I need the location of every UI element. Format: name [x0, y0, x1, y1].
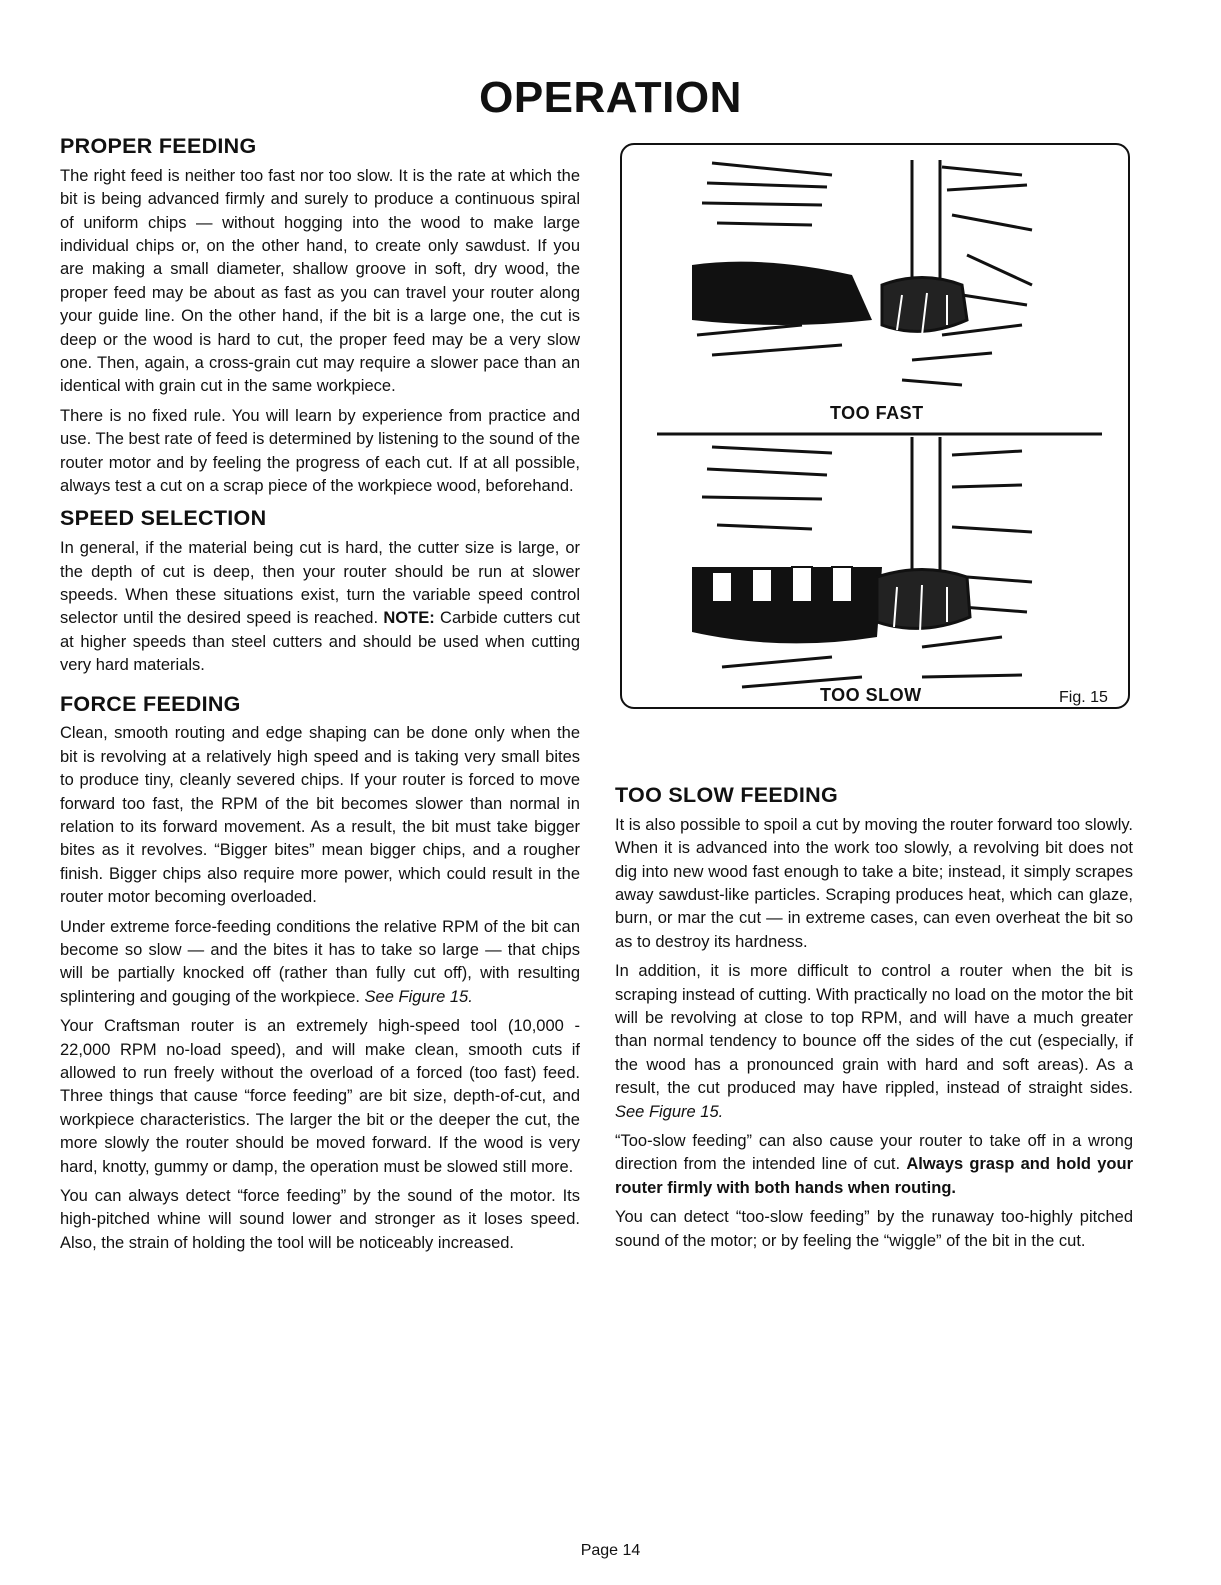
too-slow-paragraph-2	[615, 960, 1133, 1124]
too-slow-diagram	[692, 437, 1032, 687]
too-slow-text-b: “Too-slow feeding” can also cause your router to take off in a wrong direction from the intended line of cut.	[615, 1132, 1133, 1174]
force-feeding-paragraph-2	[60, 916, 580, 1010]
too-slow-paragraph-1: It is also possible to spoil a cut by moving the router forward too slowly. When it is advanced into the work too slowly, a revolving bit does not dig into new wood fast enough to take a bite; instead, it simply scrapes away sawdust-like particles. Scraping produces heat, which can glaze, burn, or mar the cut — in extreme cases, can even overheat the bit so as to destroy its hardness.	[615, 815, 1133, 951]
too-slow-paragraph-3	[615, 1130, 1133, 1200]
left-column	[60, 134, 580, 1263]
speed-text-b: Carbide cutters cut at higher speeds than steel cutters and should be used when cutting very hard materials.	[60, 609, 580, 675]
figure-15	[620, 143, 1130, 709]
too-slow-paragraph-4: You can detect “too-slow feeding” by the runaway too-highly pitched sound of the motor; or by feeling the “wiggle” of the bit in the cut.	[615, 1208, 1133, 1250]
page-number: Page 14	[580, 1542, 641, 1559]
section-force-feeding	[60, 692, 580, 1256]
safety-warning: Always grasp and hold your router firmly with both hands when routing.	[615, 1155, 1133, 1197]
heading-force-feeding: FORCE FEEDING	[60, 691, 241, 716]
note-label: NOTE:	[383, 609, 435, 628]
label-too-slow: TOO SLOW	[820, 685, 922, 705]
too-fast-diagram	[692, 160, 1032, 385]
page-title: OPERATION	[479, 73, 742, 122]
figure-reference: See Figure 15.	[615, 1102, 724, 1121]
heading-too-slow-feeding: TOO SLOW FEEDING	[615, 783, 838, 807]
speed-text-a: In general, if the material being cut is hard, the cutter size is large, or the depth of cut is deep, then your router should be run at slower speeds. When these situations exist, turn the variable speed control selector until the desired speed is reached.	[60, 539, 580, 628]
force-feeding-paragraph-1: Clean, smooth routing and edge shaping can be done only when the bit is revolving at a relatively high speed and is taking very small bites to produce tiny, cleanly severed chips. If your router is forced to move forward too fast, the RPM of the bit becomes slower than normal in relation to its forward movement. As a result, the bit must take bigger bites as it revolves. “Bigger bites” mean bigger chips, and a rougher finish. Bigger chips also require more power, which could result in the router motor becoming overloaded.	[60, 724, 580, 907]
force-feeding-paragraph-4: You can always detect “force feeding” by the sound of the motor. Its high-pitched whine will sound lower and stronger as it loses speed. Also, the strain of holding the tool will be noticeably increased.	[60, 1187, 580, 1252]
right-column	[615, 783, 1133, 1261]
heading-speed-selection: SPEED SELECTION	[60, 506, 267, 531]
heading-proper-feeding: PROPER FEEDING	[60, 134, 257, 158]
figure-number: Fig. 15	[1059, 689, 1108, 706]
section-proper-feeding	[60, 134, 580, 498]
force-text-a: Under extreme force-feeding conditions the relative RPM of the bit can become so slow — and the bites it has to take so large — that chips will be partially knocked off (rather than fully cut off), with resulting splintering and gouging of the workpiece.	[60, 917, 580, 1006]
proper-feeding-paragraph-2: There is no fixed rule. You will learn by experience from practice and use. The best rate of feed is determined by listening to the sound of the router motor and by feeling the progress of each cut. If at all possible, always test a cut on a scrap piece of the workpiece wood, beforehand.	[60, 406, 580, 495]
too-slow-text-a: In addition, it is more difficult to control a router when the bit is scraping instead of cutting. With practically no load on the motor the bit will be revolving at close to top RPM, and will have a much greater than normal tendency to bounce off the sides of the cut (especially, if the wood has a pronounced grain with hard and soft areas). As a result, the cut produced may have rippled, instead of straight sides.	[615, 962, 1133, 1098]
force-feeding-paragraph-3: Your Craftsman router is an extremely high-speed tool (10,000 - 22,000 RPM no-load speed), and will make clean, smooth cuts if allowed to run freely without the overload of a forced (too fast) feed. Three things that cause “force feeding” are bit size, depth-of-cut, and workpiece characteristics. The larger the bit or the deeper the cut, the more slowly the router should be moved forward. If the wood is very hard, knotty, gummy or damp, the operation must be slowed still more.	[60, 1017, 580, 1176]
router-bit-illustration	[622, 145, 1130, 709]
section-speed-selection	[60, 506, 580, 677]
figure-reference: See Figure 15.	[364, 987, 473, 1006]
speed-selection-paragraph-1	[60, 537, 580, 677]
label-too-fast: TOO FAST	[830, 403, 924, 423]
section-too-slow-feeding	[615, 783, 1133, 1253]
proper-feeding-paragraph-1: The right feed is neither too fast nor too slow. It is the rate at which the bit is being advanced firmly and surely to produce a continuous spiral of uniform chips — without hogging into the wood to make large individual chips or, on the other hand, to create only sawdust. If you are making a small diameter, shallow groove in soft, dry wood, the proper feed may be about as fast as you can travel your router along your guide line. On the other hand, if the bit is a large one, the cut is deep or the wood is hard to cut, the proper feed may be a very slow one. Then, again, a cross-grain cut may require a slower pace than an identical with grain cut in the same workpiece.	[60, 166, 580, 396]
